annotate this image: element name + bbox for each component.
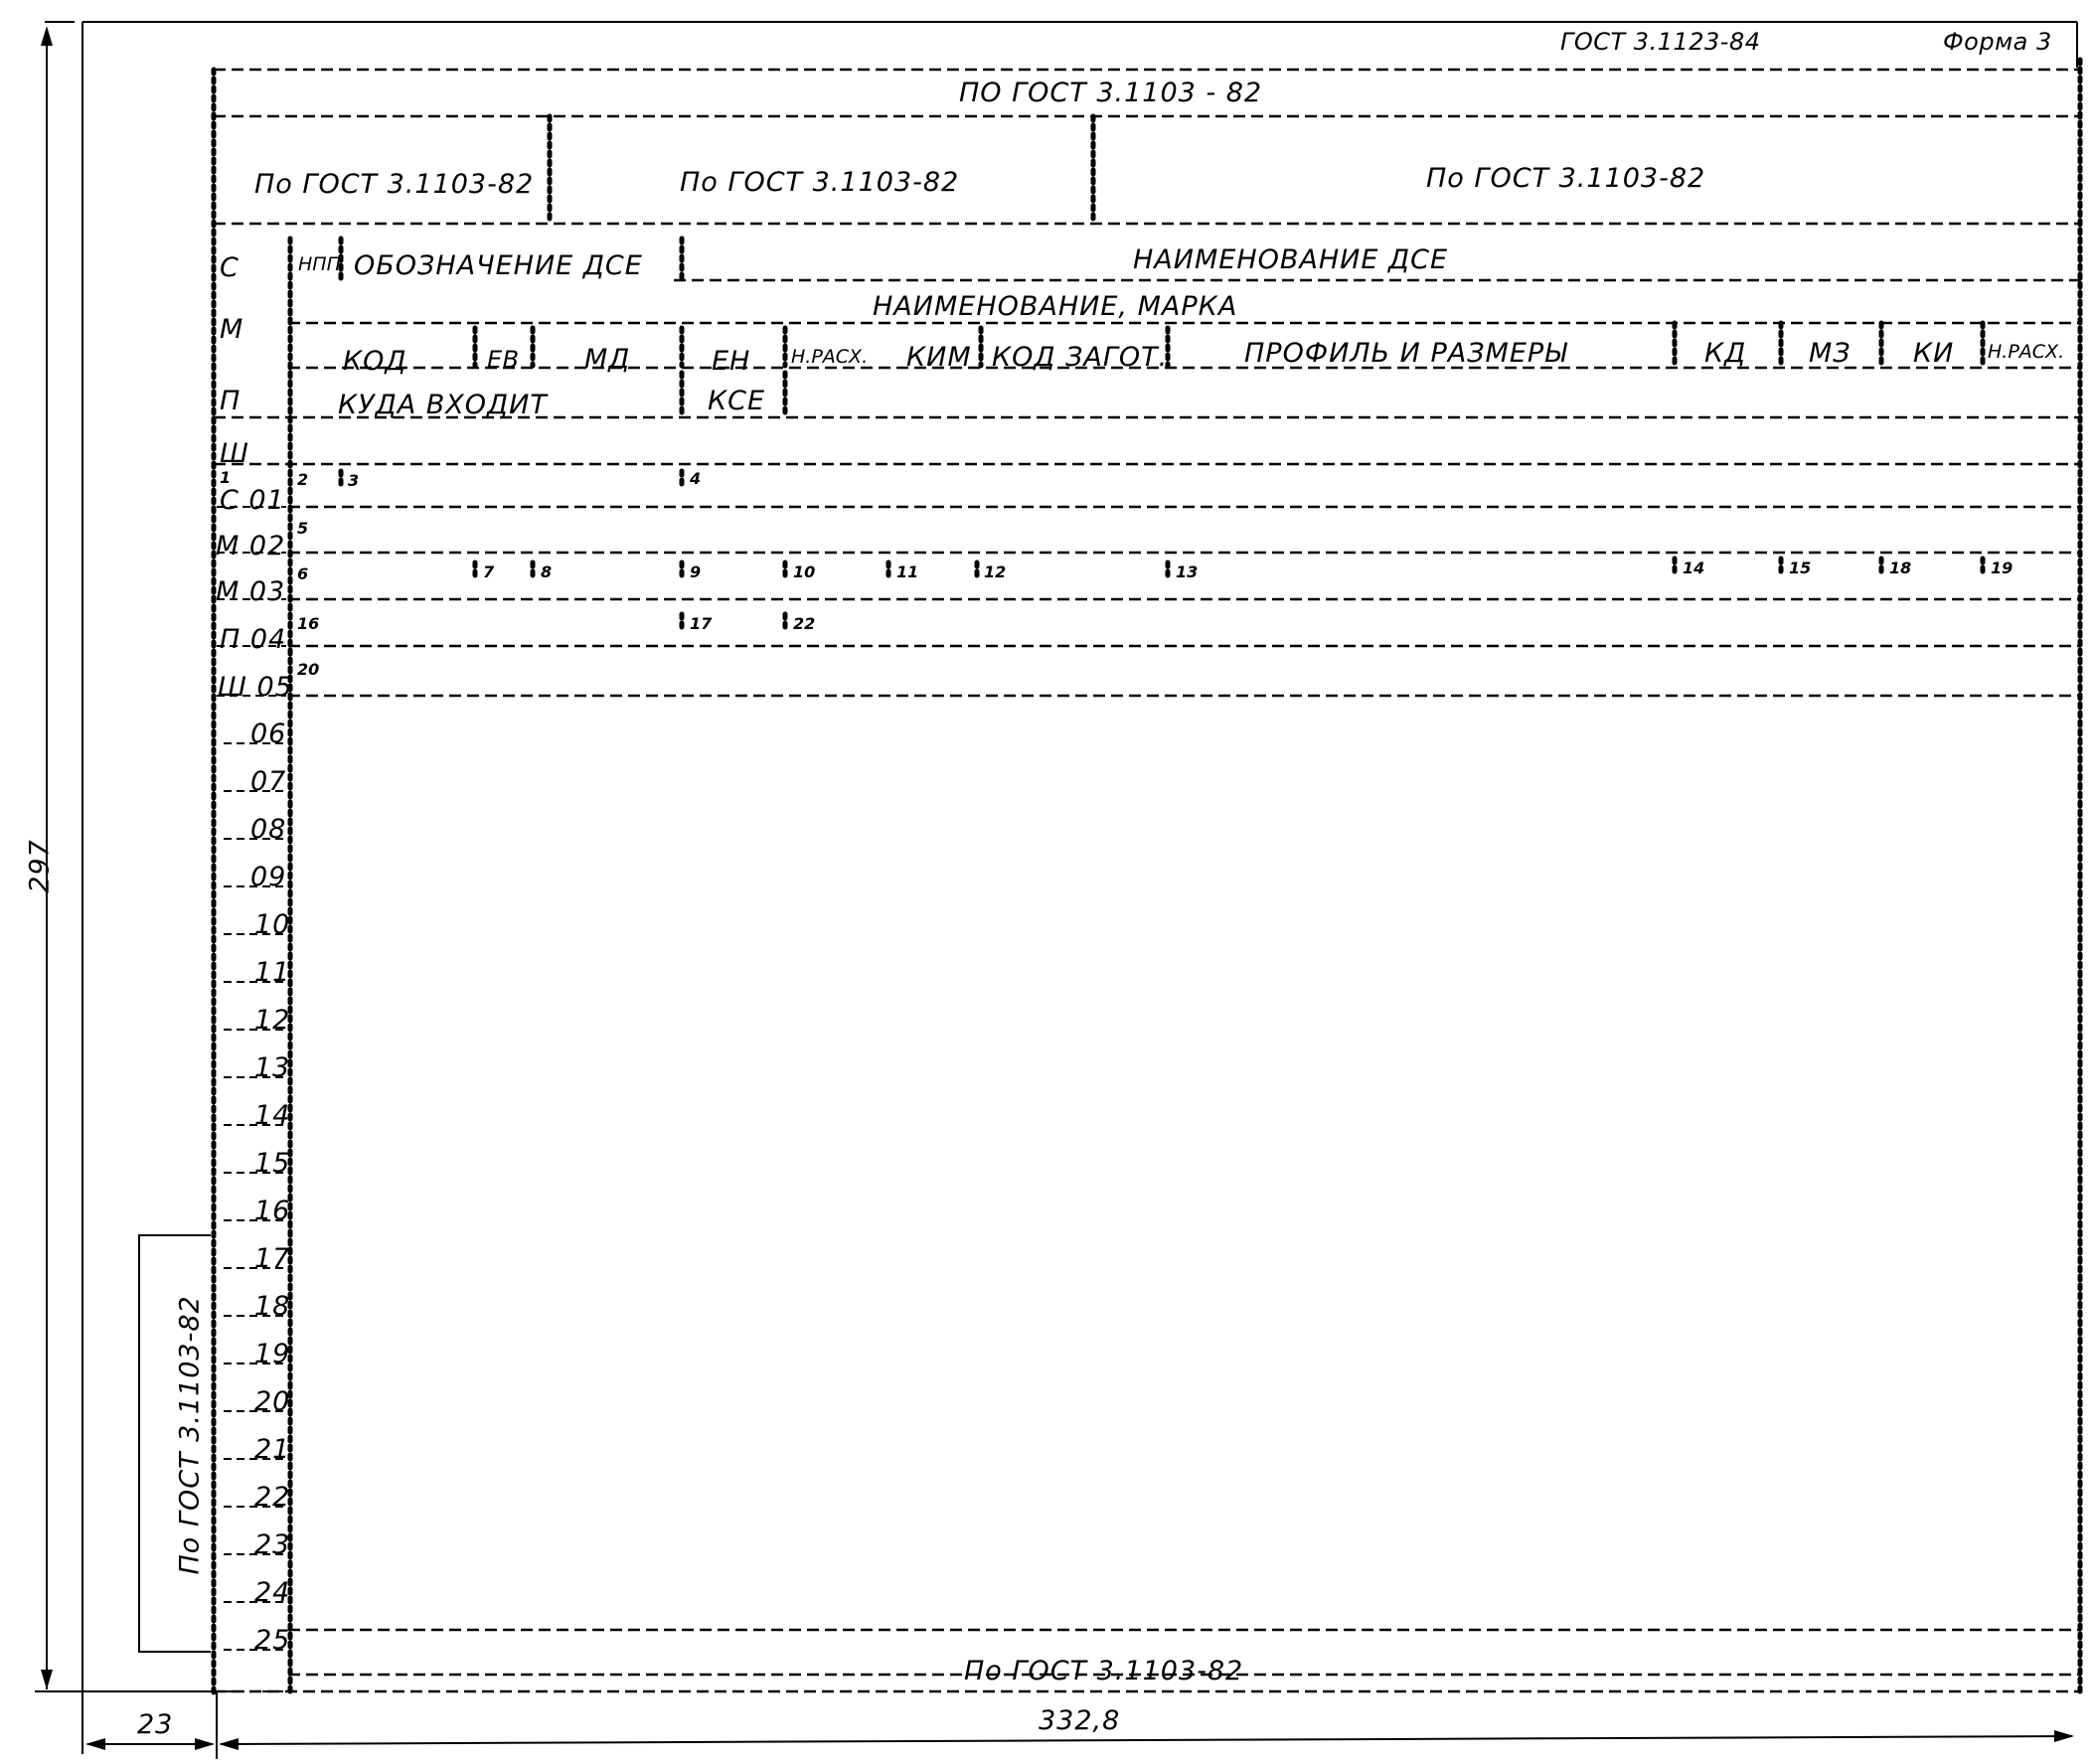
dimension-width: 332,8: [1039, 1705, 1121, 1736]
field-number-4: 4: [690, 469, 702, 488]
row-label-01: С 01: [220, 485, 285, 516]
dimension-height: 297: [24, 839, 56, 893]
form-number: Форма 3: [1943, 28, 2052, 56]
row-label-18: 18: [254, 1291, 291, 1322]
field-number-6: 6: [297, 564, 309, 583]
row-label-14: 14: [254, 1100, 291, 1131]
field-number-2: 2: [297, 470, 309, 489]
header-mz: МЗ: [1809, 338, 1852, 369]
header-kod-zagot: КОД ЗАГОТ.: [992, 342, 1169, 373]
header-kim: КИМ: [906, 342, 972, 373]
header-en: ЕН: [712, 346, 751, 377]
field-number-13: 13: [1176, 562, 1199, 581]
field-number-10: 10: [793, 562, 816, 581]
row-label-05: Ш 05: [218, 672, 293, 703]
top-block-row1: ПО ГОСТ 3.1103 - 82: [959, 78, 1263, 108]
row-label-10: 10: [254, 909, 291, 940]
header-npp: НПП: [298, 253, 341, 275]
header-name-grade: НАИМЕНОВАНИЕ, МАРКА: [873, 291, 1238, 322]
header-kse: КСЕ: [708, 386, 766, 416]
row-label-20: 20: [254, 1386, 291, 1417]
header-n-rash: Н.РАСХ.: [791, 346, 869, 368]
row-label-13: 13: [254, 1052, 291, 1083]
header-ev: ЕВ: [487, 346, 520, 374]
row-label-11: 11: [254, 957, 291, 988]
standard-number: ГОСТ 3.1123-84: [1560, 28, 1761, 56]
row-label-15: 15: [254, 1148, 291, 1179]
row-label-09: 09: [250, 862, 287, 892]
row-label-24: 24: [254, 1577, 291, 1608]
side-block: По ГОСТ 3.1103-82: [174, 1295, 206, 1575]
row-label-16: 16: [254, 1196, 291, 1226]
footer-block: По ГОСТ 3.1103-82: [964, 1656, 1244, 1686]
top-block-cell-3: По ГОСТ 3.1103-82: [1426, 163, 1706, 194]
row-label-17: 17: [254, 1243, 291, 1274]
field-number-7: 7: [483, 562, 495, 581]
header-m: М: [220, 314, 244, 345]
field-number-1: 1: [220, 468, 232, 487]
field-number-3: 3: [348, 471, 360, 490]
row-label-12: 12: [254, 1005, 291, 1036]
row-label-08: 08: [250, 814, 287, 845]
field-number-22: 22: [793, 614, 816, 633]
header-n-rash-2: Н.РАСХ.: [1988, 341, 2065, 363]
row-label-21: 21: [254, 1434, 291, 1465]
field-number-19: 19: [1991, 559, 2013, 577]
row-label-06: 06: [250, 719, 287, 749]
field-number-5: 5: [297, 519, 309, 538]
field-number-17: 17: [690, 614, 713, 633]
field-number-15: 15: [1789, 559, 1812, 577]
field-number-14: 14: [1683, 559, 1705, 577]
dimension-left-margin: 23: [137, 1709, 174, 1740]
row-label-23: 23: [254, 1529, 291, 1560]
top-block-cell-1: По ГОСТ 3.1103-82: [254, 169, 535, 200]
field-number-20: 20: [297, 660, 320, 679]
row-label-03: М 03: [216, 576, 286, 607]
header-c: С: [220, 252, 240, 283]
row-label-19: 19: [254, 1339, 291, 1369]
header-kuda: КУДА ВХОДИТ: [338, 390, 548, 420]
header-kd: КД: [1704, 338, 1747, 369]
header-designation: ОБОЗНАЧЕНИЕ ДСЕ: [354, 250, 643, 281]
header-md: МД: [584, 344, 631, 375]
row-label-02: М 02: [216, 531, 286, 561]
header-kod: КОД: [343, 346, 407, 377]
header-profile: ПРОФИЛЬ И РАЗМЕРЫ: [1244, 338, 1568, 369]
header-sh: Ш: [220, 438, 249, 469]
field-number-8: 8: [541, 562, 553, 581]
top-block-cell-2: По ГОСТ 3.1103-82: [680, 167, 960, 198]
row-label-07: 07: [250, 766, 287, 797]
row-label-22: 22: [254, 1482, 291, 1513]
field-number-18: 18: [1889, 559, 1912, 577]
header-p: П: [220, 386, 242, 416]
field-number-9: 9: [690, 562, 702, 581]
field-number-16: 16: [297, 614, 320, 633]
row-label-04: П 04: [220, 624, 287, 655]
row-label-25: 25: [254, 1625, 291, 1656]
field-number-11: 11: [896, 562, 919, 581]
field-number-12: 12: [984, 562, 1007, 581]
header-dse-name: НАИМЕНОВАНИЕ ДСЕ: [1133, 244, 1449, 275]
header-ki: КИ: [1913, 338, 1955, 369]
